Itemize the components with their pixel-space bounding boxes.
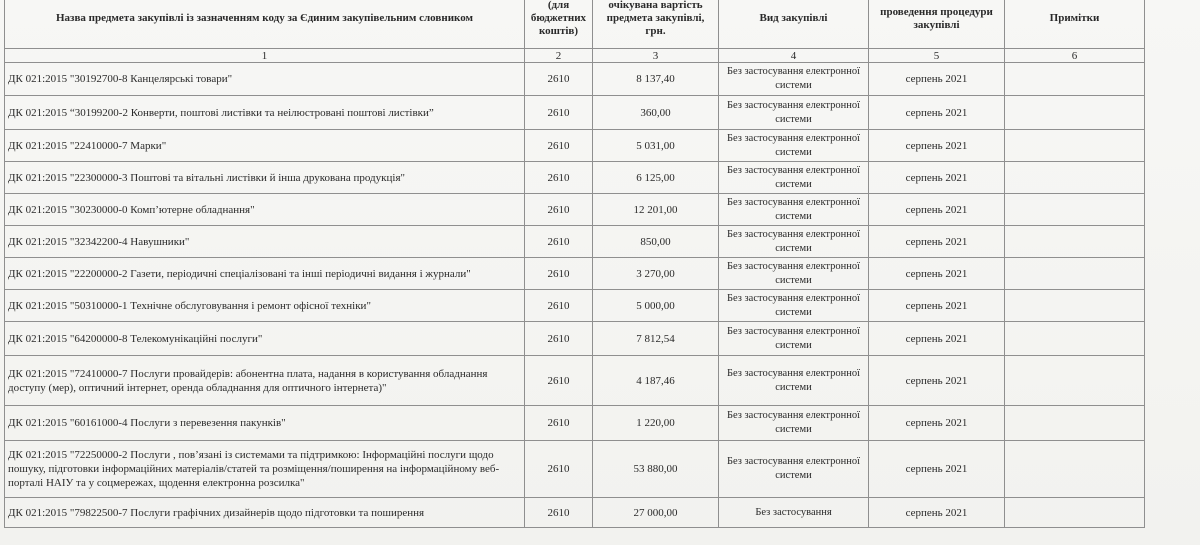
procurement-type-cell: Без застосування електронної системи (719, 130, 869, 162)
procedure-date-cell: серпень 2021 (869, 290, 1005, 322)
procurement-type-cell: Без застосування електронної системи (719, 290, 869, 322)
item-name-cell: ДК 021:2015 "60161000-4 Послуги з перевезення пакунків" (5, 406, 525, 441)
notes-cell (1005, 322, 1145, 356)
budget-code-cell: 2610 (525, 226, 593, 258)
budget-code-cell: 2610 (525, 258, 593, 290)
notes-cell (1005, 96, 1145, 130)
procedure-date-cell: серпень 2021 (869, 322, 1005, 356)
procurement-type-cell: Без застосування електронної системи (719, 96, 869, 130)
expected-cost-cell: 4 187,46 (593, 356, 719, 406)
table-row (5, 130, 1145, 162)
item-name-cell: ДК 021:2015 "72410000-7 Послуги провайдерів: абонентна плата, надання в користування обладнання доступу (мер), оптичний інтернет, оренда обладнання для оптичного інтернета)" (5, 356, 525, 406)
item-name-cell: ДК 021:2015 "22300000-3 Поштові та вітальні листівки й інша друкована продукція" (5, 162, 525, 194)
table-body (5, 63, 1145, 528)
procedure-date-cell: серпень 2021 (869, 130, 1005, 162)
item-name-cell: ДК 021:2015 "30192700-8 Канцелярські товари" (5, 63, 525, 96)
procurement-type-cell: Без застосування електронної системи (719, 406, 869, 441)
expected-cost-cell: 1 220,00 (593, 406, 719, 441)
budget-code-cell: 2610 (525, 96, 593, 130)
column-number: 6 (1005, 49, 1145, 63)
header-notes: Примітки (1005, 0, 1145, 49)
procurement-type-cell: Без застосування електронної системи (719, 322, 869, 356)
column-number: 5 (869, 49, 1005, 63)
expected-cost-cell: 360,00 (593, 96, 719, 130)
budget-code-cell: 2610 (525, 406, 593, 441)
procurement-type-cell: Без застосування електронної системи (719, 63, 869, 96)
procurement-type-cell: Без застосування електронної системи (719, 194, 869, 226)
table-row (5, 498, 1145, 528)
item-name-cell: ДК 021:2015 "79822500-7 Послуги графічних дизайнерів щодо підготовки та поширення (5, 498, 525, 528)
procedure-date-cell: серпень 2021 (869, 63, 1005, 96)
column-number: 3 (593, 49, 719, 63)
table-row (5, 356, 1145, 406)
item-name-cell: ДК 021:2015 "72250000-2 Послуги , пов’язані із системами та підтримкою: Інформаційні послуги щодо пошуку, підготовки інформаційних матеріалів/статей та розміщення/поширення на інформаційному веб-порталі НАІУ та у соцмережах, щодення електронна розсилка" (5, 441, 525, 498)
table-row (5, 258, 1145, 290)
expected-cost-cell: 850,00 (593, 226, 719, 258)
table-row (5, 226, 1145, 258)
budget-code-cell: 2610 (525, 290, 593, 322)
table-row (5, 63, 1145, 96)
notes-cell (1005, 406, 1145, 441)
notes-cell (1005, 290, 1145, 322)
table-row (5, 290, 1145, 322)
column-number: 2 (525, 49, 593, 63)
procedure-date-cell: серпень 2021 (869, 441, 1005, 498)
procurement-type-cell: Без застосування електронної системи (719, 226, 869, 258)
budget-code-cell: 2610 (525, 162, 593, 194)
expected-cost-cell: 27 000,00 (593, 498, 719, 528)
column-number: 1 (5, 49, 525, 63)
item-name-cell: ДК 021:2015 "50310000-1 Технічне обслуговування і ремонт офісної техніки" (5, 290, 525, 322)
table-row (5, 441, 1145, 498)
header-budget-code: (для бюджетних коштів) (525, 0, 593, 49)
header-procedure-date: проведення процедури закупівлі (869, 0, 1005, 49)
notes-cell (1005, 194, 1145, 226)
item-name-cell: ДК 021:2015 "22410000-7 Марки" (5, 130, 525, 162)
table-row (5, 322, 1145, 356)
item-name-cell: ДК 021:2015 "64200000-8 Телекомунікаційні послуги" (5, 322, 525, 356)
procurement-type-cell: Без застосування електронної системи (719, 162, 869, 194)
column-number-row (5, 49, 1145, 63)
notes-cell (1005, 162, 1145, 194)
expected-cost-cell: 5 031,00 (593, 130, 719, 162)
procedure-date-cell: серпень 2021 (869, 406, 1005, 441)
notes-cell (1005, 441, 1145, 498)
procurement-type-cell: Без застосування електронної системи (719, 441, 869, 498)
expected-cost-cell: 6 125,00 (593, 162, 719, 194)
procurement-type-cell: Без застосування (719, 498, 869, 528)
item-name-cell: ДК 021:2015 "30230000-0 Комп’ютерне обладнання" (5, 194, 525, 226)
budget-code-cell: 2610 (525, 356, 593, 406)
expected-cost-cell: 7 812,54 (593, 322, 719, 356)
expected-cost-cell: 12 201,00 (593, 194, 719, 226)
item-name-cell: ДК 021:2015 “30199200-2 Конверти, поштові листівки та неілюстровані поштові листівки” (5, 96, 525, 130)
expected-cost-cell: 3 270,00 (593, 258, 719, 290)
table-row (5, 406, 1145, 441)
header-expected-cost: очікувана вартість предмета закупівлі, грн. (593, 0, 719, 49)
procurement-type-cell: Без застосування електронної системи (719, 258, 869, 290)
column-number: 4 (719, 49, 869, 63)
procedure-date-cell: серпень 2021 (869, 162, 1005, 194)
table-header-row (5, 0, 1145, 49)
table-row (5, 194, 1145, 226)
procedure-date-cell: серпень 2021 (869, 258, 1005, 290)
notes-cell (1005, 356, 1145, 406)
procurement-type-cell: Без застосування електронної системи (719, 356, 869, 406)
budget-code-cell: 2610 (525, 322, 593, 356)
item-name-cell: ДК 021:2015 "32342200-4 Навушники" (5, 226, 525, 258)
item-name-cell: ДК 021:2015 "22200000-2 Газети, періодичні спеціалізовані та інші періодичні видання і журнали" (5, 258, 525, 290)
budget-code-cell: 2610 (525, 441, 593, 498)
notes-cell (1005, 226, 1145, 258)
procurement-plan-table (4, 0, 1145, 528)
budget-code-cell: 2610 (525, 63, 593, 96)
table-row (5, 96, 1145, 130)
budget-code-cell: 2610 (525, 194, 593, 226)
procedure-date-cell: серпень 2021 (869, 194, 1005, 226)
header-procurement-type: Вид закупівлі (719, 0, 869, 49)
expected-cost-cell: 5 000,00 (593, 290, 719, 322)
budget-code-cell: 2610 (525, 130, 593, 162)
notes-cell (1005, 63, 1145, 96)
header-item-name: Назва предмета закупівлі із зазначенням коду за Єдиним закупівельним словником (5, 0, 525, 49)
procedure-date-cell: серпень 2021 (869, 226, 1005, 258)
procedure-date-cell: серпень 2021 (869, 498, 1005, 528)
procedure-date-cell: серпень 2021 (869, 96, 1005, 130)
budget-code-cell: 2610 (525, 498, 593, 528)
notes-cell (1005, 258, 1145, 290)
procedure-date-cell: серпень 2021 (869, 356, 1005, 406)
expected-cost-cell: 8 137,40 (593, 63, 719, 96)
expected-cost-cell: 53 880,00 (593, 441, 719, 498)
table-row (5, 162, 1145, 194)
notes-cell (1005, 498, 1145, 528)
notes-cell (1005, 130, 1145, 162)
